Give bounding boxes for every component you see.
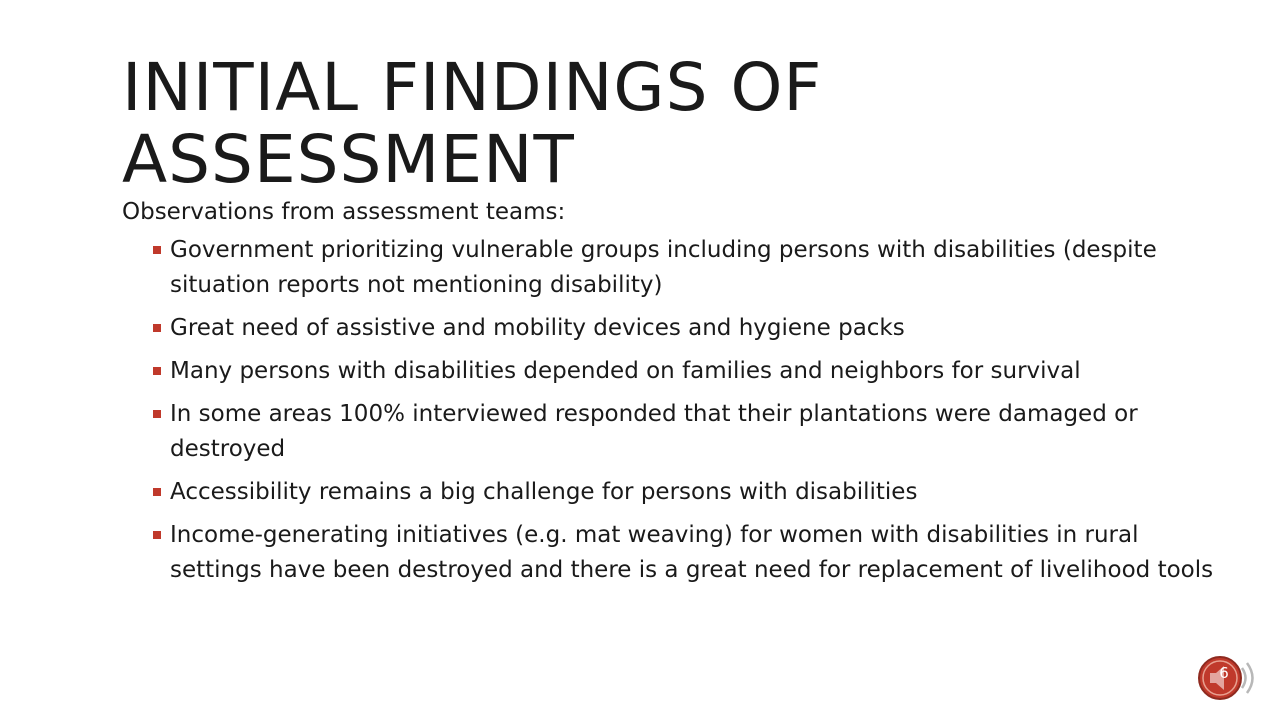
square-bullet-icon <box>153 488 161 496</box>
bullet-item <box>150 233 1220 303</box>
bullet-text: Accessibility remains a big challenge for persons with disabilities <box>170 479 918 505</box>
title-line-2: ASSESSMENT <box>122 121 575 198</box>
square-bullet-icon <box>153 367 161 375</box>
bullet-list <box>150 233 1220 596</box>
slide-number: 6 <box>1219 664 1229 682</box>
bullet-item <box>150 397 1220 467</box>
slide-title <box>122 49 1122 198</box>
bullet-item <box>150 475 1220 510</box>
bullet-item <box>150 354 1220 389</box>
square-bullet-icon <box>153 531 161 539</box>
intro-text: Observations from assessment teams: <box>122 199 566 225</box>
title-line-1: INITIAL FINDINGS OF <box>122 49 823 126</box>
bullet-item <box>150 518 1220 588</box>
bullet-text: Many persons with disabilities depended on families and neighbors for survival <box>170 358 1081 384</box>
bullet-text: Government prioritizing vulnerable groups including persons with disabilities (despite situation reports not mentioning disability) <box>170 237 1157 298</box>
bullet-text: Great need of assistive and mobility devices and hygiene packs <box>170 315 905 341</box>
square-bullet-icon <box>153 324 161 332</box>
bullet-item <box>150 311 1220 346</box>
square-bullet-icon <box>153 410 161 418</box>
square-bullet-icon <box>153 246 161 254</box>
bullet-text: Income-generating initiatives (e.g. mat weaving) for women with disabilities in rural settings have been destroyed and there is a great need for replacement of livelihood tools <box>170 522 1214 583</box>
bullet-text: In some areas 100% interviewed responded that their plantations were damaged or destroyed <box>170 401 1138 462</box>
